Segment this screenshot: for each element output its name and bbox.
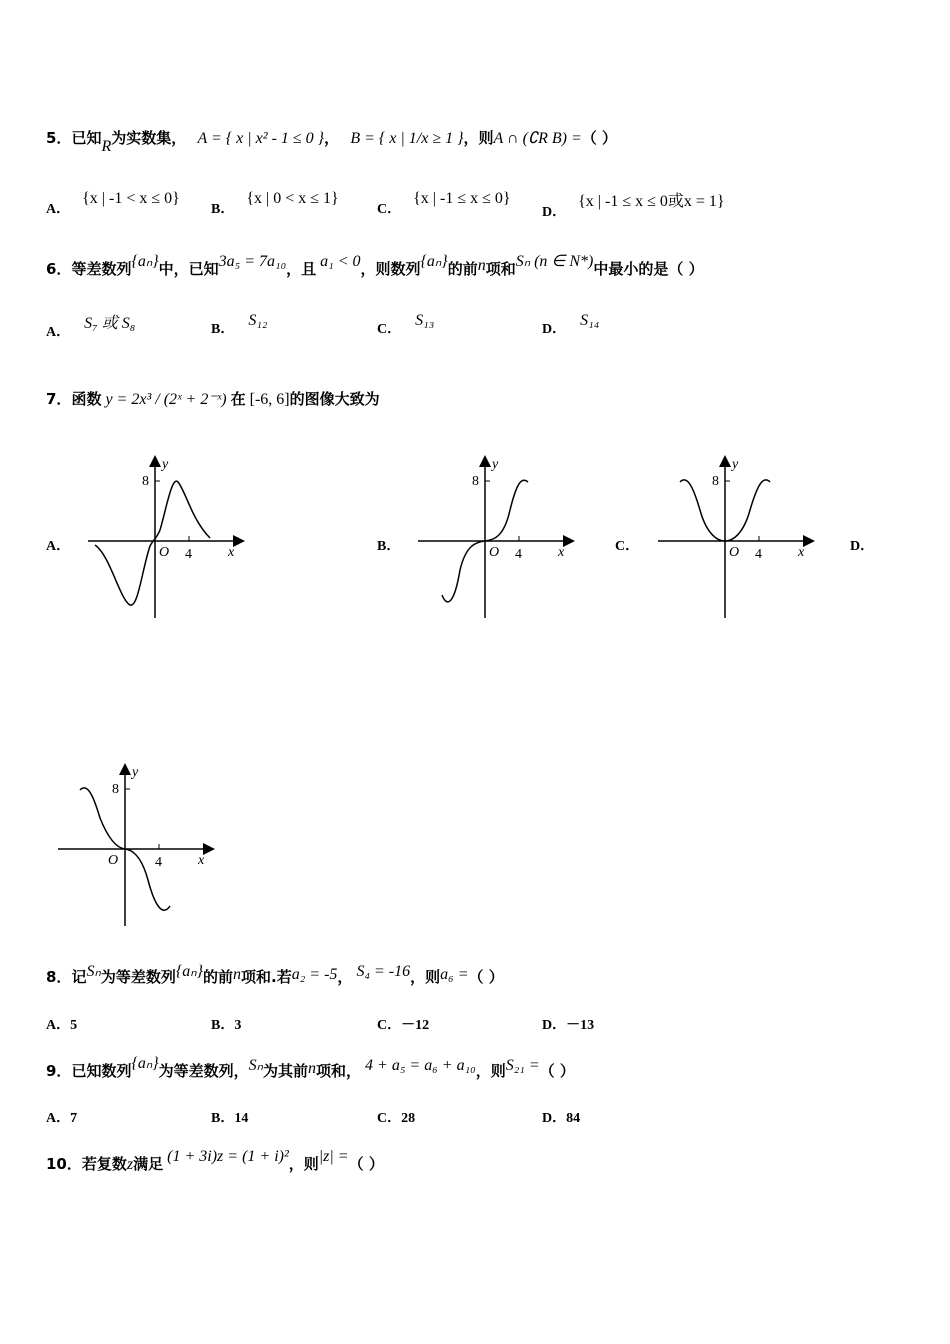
svg-text:8: 8 bbox=[472, 474, 479, 489]
set-a-expression: A = { x | x² - 1 ≤ 0 } bbox=[197, 130, 325, 147]
q9-option-d[interactable]: D．84 bbox=[542, 1111, 581, 1126]
svg-text:4: 4 bbox=[155, 855, 162, 870]
q5-option-a[interactable]: A．{x | -1 < x ≤ 0} bbox=[46, 190, 180, 217]
svg-text:y: y bbox=[132, 765, 139, 780]
question-9: 9．已知数列{aₙ}为等差数列，Sₙ为其前n项和， 4 + a₅ = a₆ + a₁₀，则S₂₁ =（ ） bbox=[46, 1055, 575, 1080]
q9-option-b[interactable]: B．14 bbox=[211, 1111, 249, 1126]
svg-text:8: 8 bbox=[712, 474, 719, 489]
function-expression: y = 2x³ / (2ˣ + 2⁻ˣ) bbox=[105, 391, 227, 408]
svg-text:x: x bbox=[558, 545, 565, 560]
q6-option-a[interactable]: A．S₇ 或 S₈ bbox=[46, 315, 136, 340]
q5-option-b[interactable]: B．{x | 0 < x ≤ 1} bbox=[211, 190, 339, 217]
svg-text:y: y bbox=[492, 457, 499, 472]
svg-text:8: 8 bbox=[112, 782, 119, 797]
q9-option-a[interactable]: A．7 bbox=[46, 1111, 78, 1126]
svg-text:4: 4 bbox=[755, 547, 762, 562]
graph-b[interactable] bbox=[410, 450, 580, 622]
q7-option-a[interactable]: A． bbox=[46, 539, 71, 554]
question-6: 6．等差数列{aₙ}中，已知3a₅ = 7a₁₀，且 a₁ < 0，则数列{aₙ}的前n项和Sₙ (n ∈ N*)中最小的是（ ） bbox=[46, 253, 704, 278]
graph-c[interactable] bbox=[650, 450, 820, 622]
q6-option-d[interactable]: D．S₁₄ bbox=[542, 312, 600, 337]
graph-d[interactable] bbox=[50, 758, 220, 930]
svg-text:O: O bbox=[729, 545, 740, 560]
intersection-expression: A ∩ (∁R B) = bbox=[493, 130, 582, 147]
graph-a[interactable] bbox=[80, 450, 250, 622]
svg-text:x: x bbox=[198, 853, 205, 868]
x-tick-label: 4 bbox=[185, 547, 192, 562]
q5-option-c[interactable]: C．{x | -1 ≤ x ≤ 0} bbox=[377, 190, 511, 217]
question-10: 10．若复数z满足 (1 + 3i)z = (1 + i)²，则|z| =（ ） bbox=[46, 1148, 384, 1173]
q7-option-c[interactable]: C． bbox=[615, 539, 640, 554]
y-tick-label: 8 bbox=[142, 474, 149, 489]
y-axis-label: y bbox=[162, 457, 169, 472]
question-8: 8．记Sₙ为等差数列{aₙ}的前n项和.若a₂ = -5， S₄ = -16，则a₆ =（ ） bbox=[46, 963, 504, 986]
svg-text:O: O bbox=[489, 545, 500, 560]
q8-option-b[interactable]: B．3 bbox=[211, 1018, 242, 1033]
q8-option-c[interactable]: C．－12 bbox=[377, 1018, 430, 1033]
set-b-expression: B = { x | 1/x ≥ 1 } bbox=[350, 130, 464, 147]
svg-text:O: O bbox=[108, 853, 119, 868]
q6-option-c[interactable]: C．S₁₃ bbox=[377, 312, 435, 337]
q7-option-b[interactable]: B． bbox=[377, 539, 401, 554]
q5-option-d[interactable]: D．{x | -1 ≤ x ≤ 0或x = 1} bbox=[542, 193, 725, 220]
svg-text:4: 4 bbox=[515, 547, 522, 562]
svg-text:y: y bbox=[732, 457, 739, 472]
x-axis-label: x bbox=[228, 545, 235, 560]
q7-option-d[interactable]: D． bbox=[850, 539, 875, 554]
svg-text:x: x bbox=[798, 545, 805, 560]
q8-option-a[interactable]: A．5 bbox=[46, 1018, 78, 1033]
question-7: 7．函数 y = 2x³ / (2ˣ + 2⁻ˣ) 在 [-6, 6]的图像大致为 bbox=[46, 390, 380, 408]
q6-option-b[interactable]: B．S₁₂ bbox=[211, 312, 268, 337]
q8-option-d[interactable]: D．－13 bbox=[542, 1018, 595, 1033]
origin-label: O bbox=[159, 545, 170, 560]
q9-option-c[interactable]: C．28 bbox=[377, 1111, 416, 1126]
question-5: 5．已知R为实数集， A = { x | x² - 1 ≤ 0 }， B = { x | 1/x ≥ 1 }，则A ∩ (∁R B) =（ ） bbox=[46, 129, 617, 155]
